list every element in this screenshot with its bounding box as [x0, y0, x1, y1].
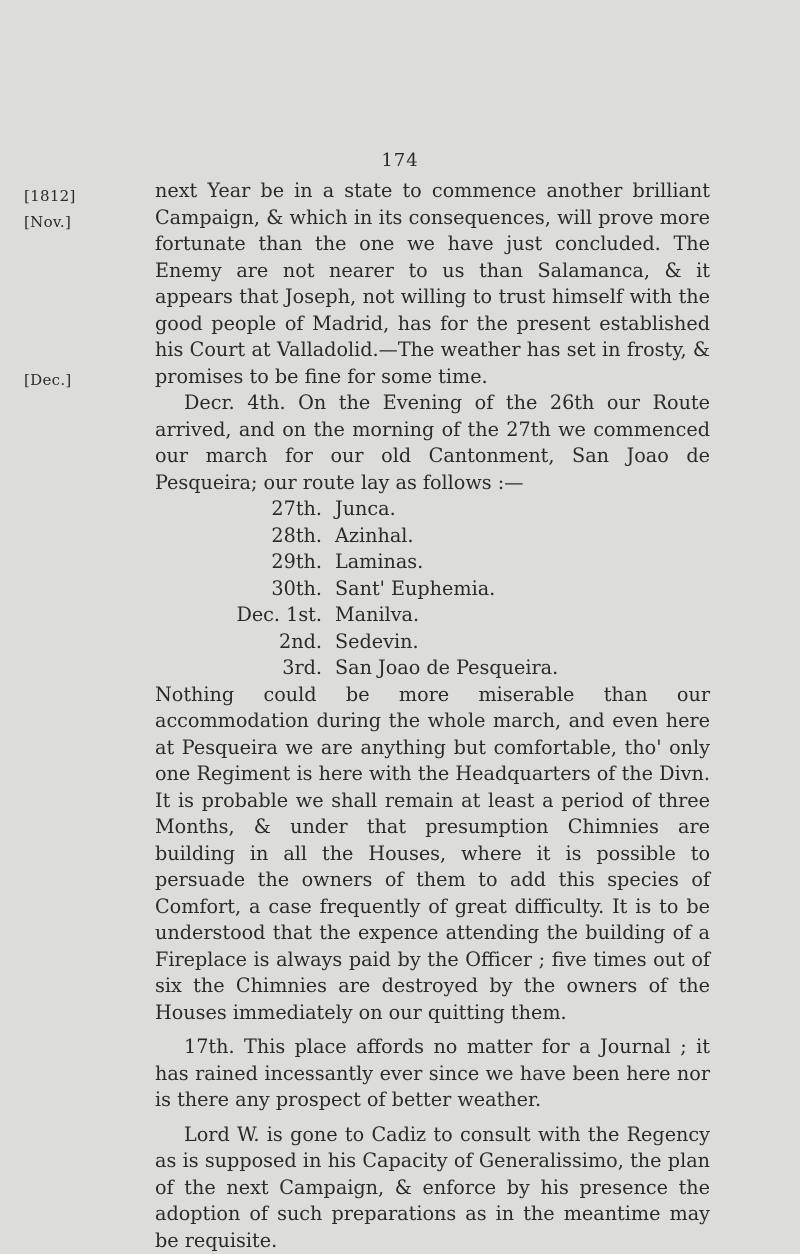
- route-row: [193, 576, 710, 603]
- paragraph-route-arrived: Decr. 4th. On the Evening of the 26th our Route arrived, and on the morning of the 27th we commenced our march for our old Cantonment, San Joao de Pesqueira; our route lay as follows :—: [155, 390, 710, 496]
- route-list: [193, 496, 710, 682]
- margin-note-year: [1812]: [24, 183, 76, 209]
- route-place: Azinhal.: [322, 523, 414, 550]
- paragraph-17th: 17th. This place affords no matter for a Journal ; it has rained incessantly ever since we have been here nor is there any prospect of better weather.: [155, 1034, 710, 1114]
- route-row: [193, 629, 710, 656]
- page-body: [155, 178, 710, 1254]
- route-row: [193, 496, 710, 523]
- paragraph-lord-w: Lord W. is gone to Cadiz to consult with the Regency as is supposed in his Capacity of Generalissimo, the plan of the next Campaign, & enforce by his presence the adoption of such preparations as in the meantime may be requisite.: [155, 1122, 710, 1254]
- route-date: 29th.: [193, 549, 322, 576]
- route-place: San Joao de Pesqueira.: [322, 655, 558, 682]
- route-place: Junca.: [322, 496, 396, 523]
- paragraph-accommodation: Nothing could be more miserable than our accommodation during the whole march, and even here at Pesqueira we are anything but comfortable, tho' only one Regiment is here with the Headquarters of the Divn. It is probable we shall remain at least a period of three Months, & under that presumption Chimnies are building in all the Houses, where it is possible to persuade the owners of them to add this species of Comfort, a case frequently of great difficulty. It is to be understood that the expence attending the building of a Fireplace is always paid by the Officer ; five times out of six the Chimnies are destroyed by the owners of the Houses immediately on our quitting them.: [155, 682, 710, 1027]
- route-row: [193, 602, 710, 629]
- route-place: Manilva.: [322, 602, 419, 629]
- route-place: Sedevin.: [322, 629, 419, 656]
- route-date: Dec. 1st.: [193, 602, 322, 629]
- route-place: Laminas.: [322, 549, 423, 576]
- page-number: 174: [0, 150, 800, 171]
- route-date: 27th.: [193, 496, 322, 523]
- route-row: [193, 523, 710, 550]
- paragraph-campaign: next Year be in a state to commence another brilliant Campaign, & which in its consequences, will prove more fortunate than the one we have just concluded. The Enemy are not nearer to us than Salamanca, & it appears that Joseph, not willing to trust himself with the good people of Madrid, has for the present established his Court at Valladolid.—The weather has set in frosty, & promises to be fine for some time.: [155, 178, 710, 390]
- margin-note-nov: [Nov.]: [24, 209, 71, 235]
- margin-note-dec: [Dec.]: [24, 367, 72, 393]
- route-date: 28th.: [193, 523, 322, 550]
- route-date: 2nd.: [193, 629, 322, 656]
- route-row: [193, 655, 710, 682]
- route-date: 30th.: [193, 576, 322, 603]
- route-date: 3rd.: [193, 655, 322, 682]
- route-place: Sant' Euphemia.: [322, 576, 495, 603]
- route-row: [193, 549, 710, 576]
